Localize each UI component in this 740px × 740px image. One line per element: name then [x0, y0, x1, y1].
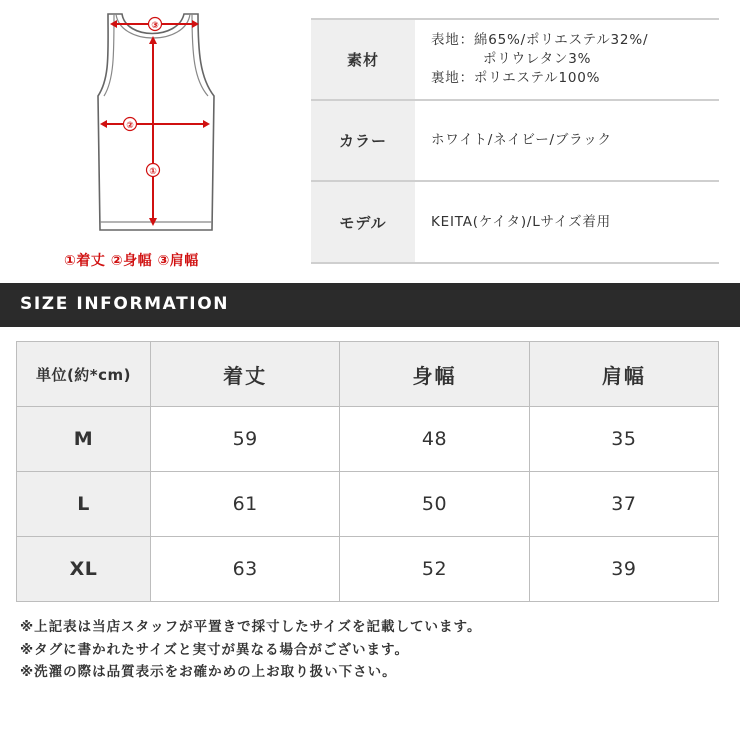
tank-top-outline — [98, 14, 214, 230]
size-table-header-row — [17, 342, 719, 407]
size-label: L — [17, 472, 151, 537]
spec-row-color — [311, 100, 719, 181]
size-value: 63 — [151, 537, 340, 602]
shoulder-marker: ③ — [151, 21, 159, 31]
spec-value-model: KEITA(ケイタ)/Lサイズ着用 — [415, 181, 719, 263]
length-marker: ① — [149, 167, 157, 177]
material-line-1: 表地：綿65%/ポリエステル32%/ — [431, 32, 649, 48]
size-value: 37 — [529, 472, 718, 537]
size-label: M — [17, 407, 151, 472]
size-value: 61 — [151, 472, 340, 537]
table-row-m — [17, 407, 719, 472]
table-row-l — [17, 472, 719, 537]
width-marker: ② — [126, 121, 134, 131]
size-value: 48 — [340, 407, 529, 472]
note-measurement: ※上記表は当店スタッフが平置きで採寸したサイズを記載しています。 — [20, 619, 482, 635]
tank-top-diagram — [0, 0, 300, 250]
header-length: 着丈 — [151, 342, 340, 407]
size-value: 35 — [529, 407, 718, 472]
header-shoulder: 肩幅 — [529, 342, 718, 407]
spec-value-color: ホワイト/ネイビー/ブラック — [415, 100, 719, 181]
notes — [20, 616, 720, 684]
spec-table — [311, 18, 719, 264]
spec-row-model — [311, 181, 719, 263]
tank-top-illustration — [0, 0, 300, 280]
spec-label-color: カラー — [311, 100, 415, 181]
table-row-xl — [17, 537, 719, 602]
size-value: 52 — [340, 537, 529, 602]
size-label: XL — [17, 537, 151, 602]
size-value: 59 — [151, 407, 340, 472]
spec-label-model: モデル — [311, 181, 415, 263]
size-table — [16, 341, 719, 602]
size-information-title: SIZE INFORMATION — [20, 294, 230, 314]
unit-header: 単位(約*cm) — [17, 342, 151, 407]
size-information-band — [0, 283, 740, 327]
size-value: 50 — [340, 472, 529, 537]
material-line-3: 裏地：ポリエステル100% — [431, 70, 601, 86]
note-washing: ※洗濯の際は品質表示をお確かめの上お取り扱い下さい。 — [20, 664, 397, 680]
spec-label-material: 素材 — [311, 19, 415, 100]
material-line-2: ポリウレタン3% — [483, 51, 592, 67]
spec-row-material — [311, 19, 719, 100]
measurement-legend: ①着丈 ②身幅 ③肩幅 — [64, 253, 199, 269]
header-width: 身幅 — [340, 342, 529, 407]
size-value: 39 — [529, 537, 718, 602]
note-tag-size: ※タグに書かれたサイズと実寸が異なる場合がございます。 — [20, 641, 409, 658]
spec-value-material — [415, 19, 719, 100]
